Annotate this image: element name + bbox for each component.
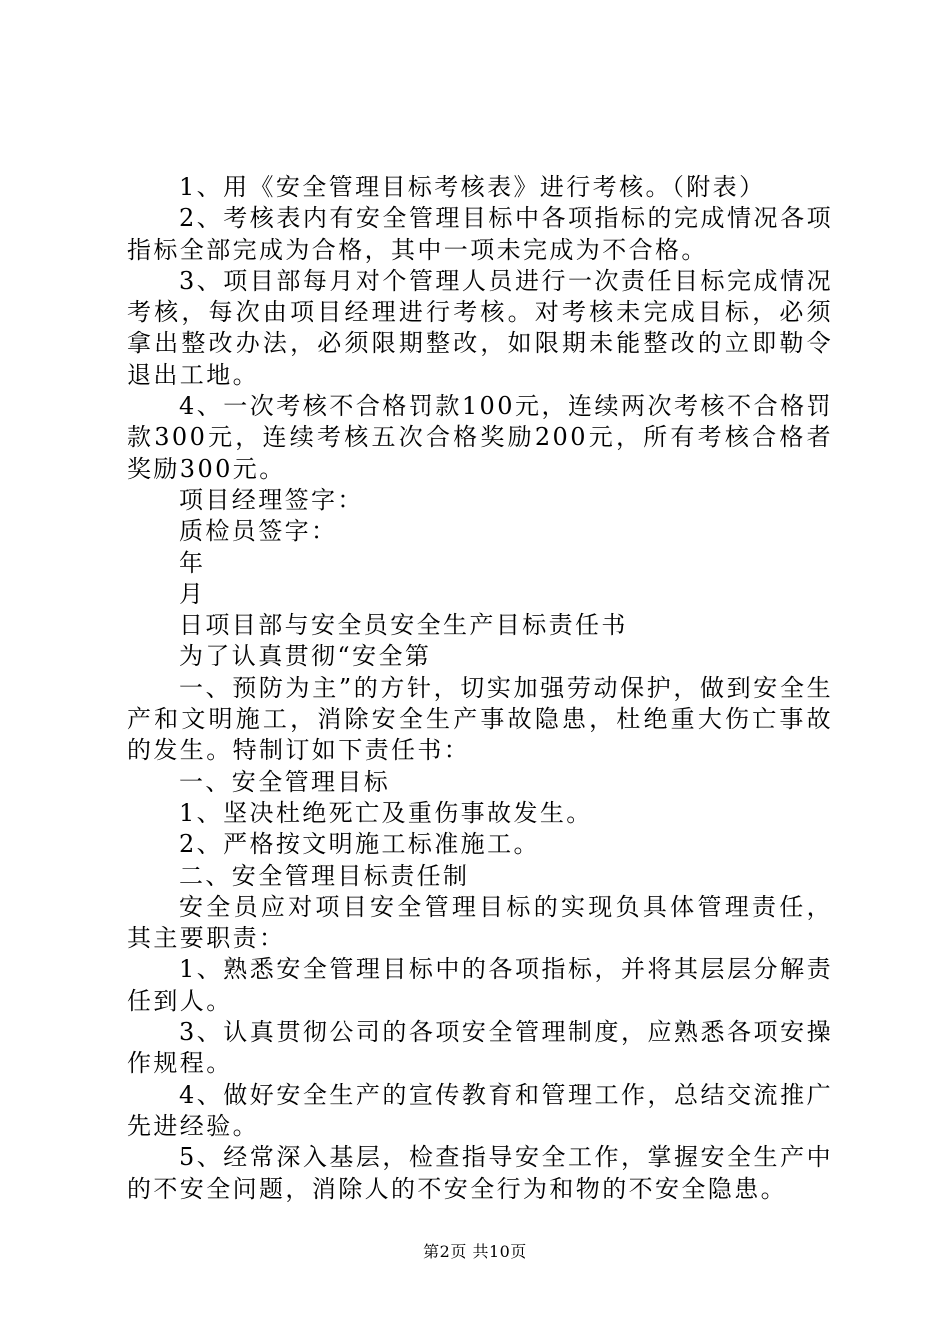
paragraph-13: 1、坚决杜绝死亡及重伤事故发生。 (179, 798, 593, 827)
paragraph-15: 二、安全管理目标责任制 (179, 861, 470, 890)
paragraph-8: 月 (179, 579, 206, 608)
paragraph-14: 2、严格按文明施工标准施工。 (179, 830, 540, 859)
paragraph-6: 质检员签字： (179, 517, 338, 546)
paragraph-16: 安全员应对项目安全管理目标的实现负具体管理责任，其主要职责： (127, 892, 833, 953)
page-number-label: 第2页 共10页 (423, 1242, 527, 1261)
paragraph-12: 一、安全管理目标 (179, 767, 391, 796)
page-footer (0, 1241, 950, 1263)
paragraph-20: 5、经常深入基层，检查指导安全工作，掌握安全生产中的不安全问题，消除人的不安全行为和物的不安全隐患。 (127, 1143, 833, 1203)
paragraph-9: 日项目部与安全员安全生产目标责任书 (179, 611, 628, 640)
paragraph-10: 为了认真贯彻“安全第 (179, 642, 432, 671)
paragraph-7: 年 (179, 548, 206, 577)
paragraph-17: 1、熟悉安全管理目标中的各项指标，并将其层层分解责任到人。 (127, 955, 833, 1015)
paragraph-5: 项目经理签字： (179, 485, 364, 514)
paragraph-18: 3、认真贯彻公司的各项安全管理制度，应熟悉各项安操作规程。 (127, 1018, 833, 1078)
paragraph-2: 2、考核表内有安全管理目标中各项指标的完成情况各项指标全部完成为合格，其中一项未完成为不合格。 (127, 204, 833, 264)
paragraph-4: 4、一次考核不合格罚款100元，连续两次考核不合格罚款300元，连续考核五次合格奖励200元，所有考核合格者奖励300元。 (127, 392, 833, 483)
paragraph-3: 3、项目部每月对个管理人员进行一次责任目标完成情况考核，每次由项目经理进行考核。对考核未完成目标，必须拿出整改办法，必须限期整改，如限期未能整改的立即勒令退出工地。 (127, 266, 833, 389)
paragraph-11: 一、预防为主”的方针，切实加强劳动保护，做到安全生产和文明施工，消除安全生产事故隐患，杜绝重大伤亡事故的发生。特制订如下责任书： (127, 673, 833, 765)
paragraph-1: 1、用《安全管理目标考核表》进行考核。（附表） (179, 173, 766, 201)
document-body (127, 172, 833, 1205)
paragraph-19: 4、做好安全生产的宣传教育和管理工作，总结交流推广先进经验。 (127, 1080, 833, 1140)
